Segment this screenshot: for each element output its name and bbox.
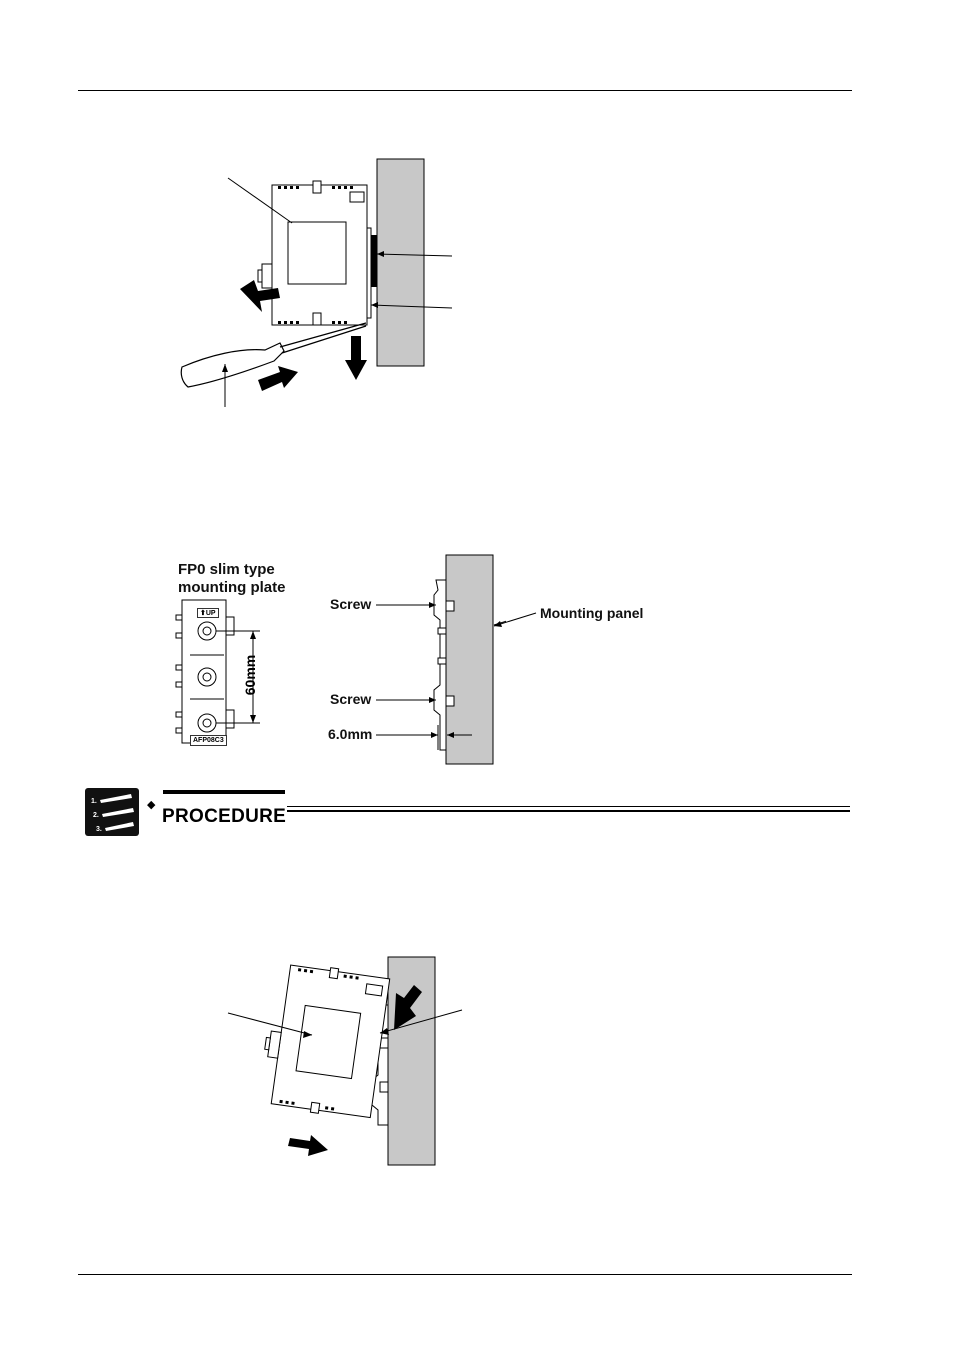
svg-text:1.: 1.: [91, 798, 97, 805]
diamond-bullet-icon: ◆: [147, 799, 156, 811]
header-rule: [78, 90, 852, 91]
panel-leader-arrow: [490, 605, 540, 635]
figure-mount-unit: [220, 950, 470, 1170]
procedure-rule-thick: [287, 810, 850, 812]
numbered-list-icon: [85, 788, 139, 836]
label-mounting-panel: Mounting panel: [540, 605, 644, 621]
svg-text:2.: 2.: [93, 812, 99, 819]
unit-label-area: [288, 222, 346, 284]
mounting-panel: [388, 957, 435, 1165]
procedure-rule-thin: [287, 806, 850, 807]
footer-rule: [78, 1274, 852, 1275]
figure-plate-side-view: [376, 550, 506, 770]
procedure-top-bar: [163, 790, 285, 794]
label-screw-top: Screw: [330, 596, 372, 612]
mounting-panel: [377, 159, 424, 366]
figure-remove-unit: [170, 150, 470, 415]
plate-code: AFP08C3: [190, 735, 227, 746]
arrow-push: [258, 366, 298, 391]
procedure-heading: PROCEDURE: [162, 806, 287, 827]
arrow-slide: [288, 1135, 328, 1156]
label-screw-bottom: Screw: [330, 691, 372, 707]
dimension-60mm: 60mm: [242, 654, 258, 696]
unit-tilted: [257, 960, 390, 1120]
plate-title: FP0 slim type mounting plate: [178, 561, 286, 596]
label-gap-6mm: 6.0mm: [328, 726, 373, 742]
arrow-down: [345, 336, 367, 380]
svg-text:3.: 3.: [96, 826, 102, 833]
plate-up-mark: ⬆UP: [197, 608, 219, 618]
